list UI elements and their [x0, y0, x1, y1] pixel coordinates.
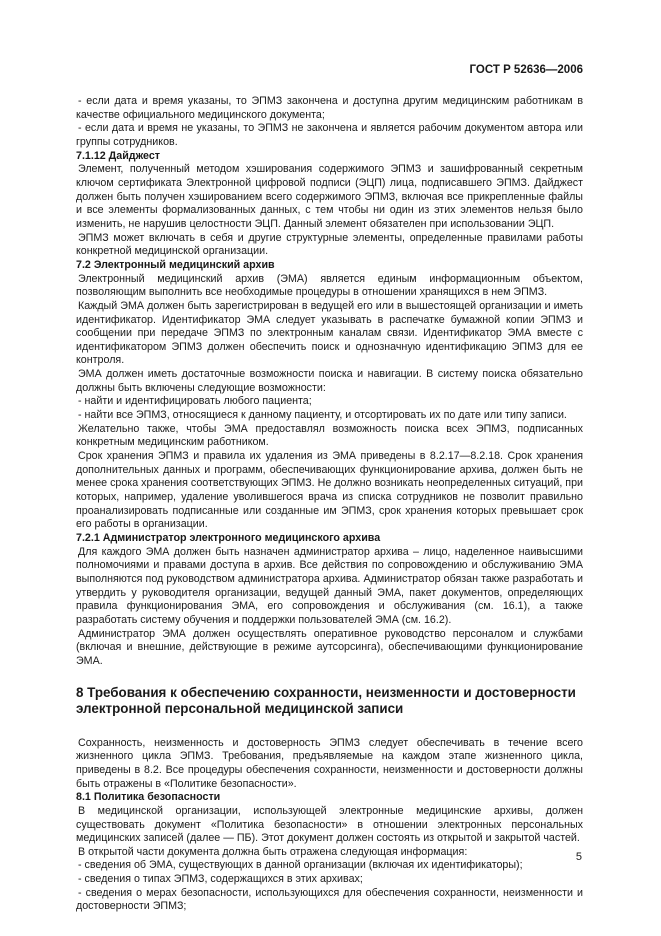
paragraph: - сведения о мерах безопасности, использующихся для обеспечения сохранности, неизменности и достоверности ЭПМЗ; [76, 886, 583, 913]
paragraph: В открытой части документа должна быть отражена следующая информация: [78, 845, 468, 858]
paragraph: Администратор ЭМА должен осуществлять оперативное руководство персоналом и службами (включая и внешние, действующие в режиме аутсорсинга), обеспечивающими функционирование ЭМА. [76, 627, 583, 667]
paragraph: Срок хранения ЭПМЗ и правила их удаления из ЭМА приведены в 8.2.17—8.2.18. Срок хранения дополнительных данных и программ, обеспечивающих функционирование архива, должен быть не менее срока хранения соответствующих ЭПМЗ. Не должно возникать неопределенных ситуаций, при которых, например, удаление уволившегося врача из списка сотрудников не позволит правильно проанализировать подписанные или созданные им ЭПМЗ, срок хранения которых превышает срок его работы в организации. [76, 450, 583, 531]
paragraph: - если дата и время не указаны, то ЭПМЗ не закончена и является рабочим документом автора или группы сотрудников. [76, 122, 583, 148]
paragraph: - найти и идентифицировать любого пациента; [78, 395, 312, 408]
standard-code: ГОСТ Р 52636—2006 [469, 64, 583, 76]
paragraph: ЭМА должен иметь достаточные возможности поиска и навигации. В систему поиска обязательно должны быть включены следующие возможности: [76, 368, 583, 394]
section-heading: 8 Требования к обеспечению сохранности, неизменности и достоверности электронной персональной медицинской записи [76, 684, 576, 716]
paragraph: В медицинской организации, использующей электронные медицинские архивы, должен существовать документ «Политика безопасности» в отношении электронных персональных медицинских записей (далее — ПБ). Этот документ должен состоять из открытой и закрытой частей. [76, 804, 583, 845]
subsection-heading: 7.2 Электронный медицинский архив [76, 258, 275, 271]
document-body [76, 95, 583, 914]
paragraph: - если дата и время указаны, то ЭПМЗ закончена и доступна другим медицинским работникам в качестве официального медицинского документа; [76, 95, 583, 121]
page-number: 5 [575, 851, 582, 863]
paragraph: Желательно также, чтобы ЭМА предоставлял возможность поиска всех ЭПМЗ, подписанных конкретным медицинским работником. [76, 422, 583, 449]
paragraph: Электронный медицинский архив (ЭМА) является единым информационным объектом, позволяющим выполнить все необходимые процедуры в отношении хранящихся в нем ЭПМЗ. [76, 272, 583, 299]
paragraph: - сведения о типах ЭПМЗ, содержащихся в этих архивах; [78, 873, 363, 886]
paragraph: - найти все ЭПМЗ, относящиеся к данному пациенту, и отсортировать их по дате или типу записи. [78, 409, 567, 422]
subsection-heading: 8.1 Политика безопасности [76, 791, 221, 804]
paragraph: Сохранность, неизменность и достоверность ЭПМЗ следует обеспечивать в течение всего жизненного цикла ЭПМЗ. Требования, предъявляемые на каждом этапе жизненного цикла, приведены в 8.2. Все процедуры обеспечения сохранности, неизменности и достоверности должны быть отражены в «Политике безопасности». [76, 736, 583, 790]
paragraph: Для каждого ЭМА должен быть назначен администратор архива – лицо, наделенное наивысшими полномочиями и правами доступа в архив. Все действия по сопровождению и обслуживанию ЭМА выполняются под руководством администратора архива. Администратор обязан также разработать и утвердить у руководителя организации, ведущей данный ЭМА, пакет документов, определяющих правила функционирования ЭМА, его сопровождения и обслуживания (см. 16.1), а также разработать систему обучения и поддержки пользователей ЭМА (см. 16.2). [76, 545, 583, 626]
paragraph: Каждый ЭМА должен быть зарегистрирован в ведущей его или в вышестоящей организации и иметь идентификатор. Идентификатор ЭМА следует указывать в распечатке бумажной копии ЭПМЗ и сообщении при передаче ЭПМЗ по электронным каналам связи. Идентификатор ЭМА вместе с идентификатором ЭПМЗ должен обеспечить поиск и однозначную идентификацию ЭПМЗ для ее контроля. [76, 299, 583, 367]
paragraph: Элемент, полученный методом хэширования содержимого ЭПМЗ и зашифрованный секретным ключом сертификата Электронной цифровой подписи (ЭЦП) лица, подписавшего ЭПМЗ. Дайджест должен быть получен хэшированием всего содержимого ЭПМЗ, включая все прикрепленные файлы и все элементы формализованных данных, с тем чтобы ни один из этих элементов нельзя было изменить, не нарушив целостности ЭЦП. Данный элемент обязателен при использовании ЭЦП. [76, 163, 583, 230]
subsection-heading: 7.1.12 Дайджест [76, 149, 161, 162]
paragraph: - сведения об ЭМА, существующих в данной организации (включая их идентификаторы); [78, 859, 523, 872]
subsection-heading: 7.2.1 Администратор электронного медицинского архива [76, 532, 381, 544]
paragraph: ЭПМЗ может включать в себя и другие структурные элементы, определенные правилами работы конкретной медицинской организации. [76, 231, 583, 258]
